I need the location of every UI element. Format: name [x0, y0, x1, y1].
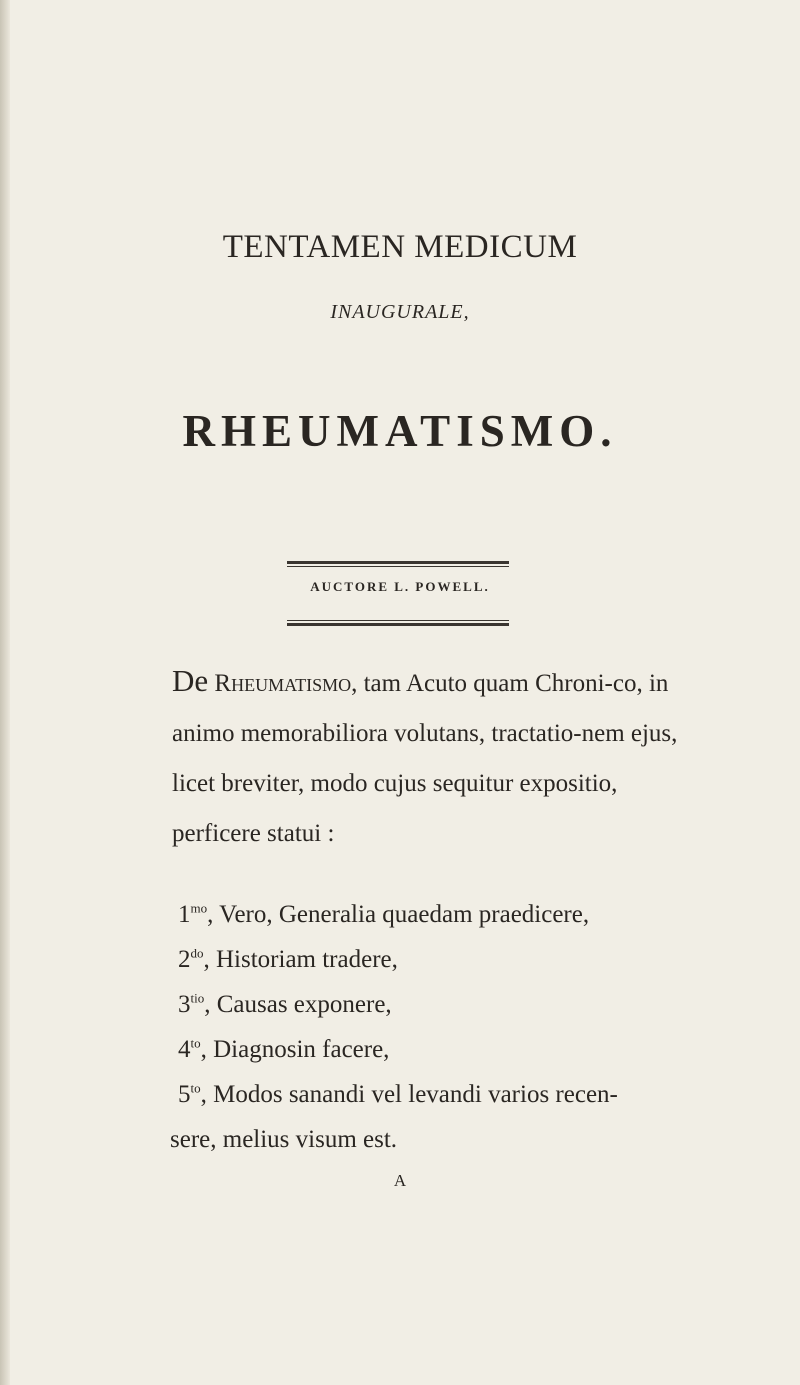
enumerated-list — [170, 892, 718, 1162]
subtitle: INAUGURALE, — [330, 301, 470, 323]
rule-top-thin — [287, 566, 509, 567]
list-item: $2^{do}$, Historiam tradere, — [178, 945, 398, 973]
list-item: $1^{mo}$, Vero, Generalia quaedam praedicere, — [178, 900, 590, 928]
list-continuation: sere, melius visum est. — [170, 1126, 398, 1153]
intro-paragraph — [172, 656, 712, 859]
intro-lead-word: De — [172, 663, 209, 698]
intro-rest: tam Acuto quam Chroni-co, in animo memorabiliora volutans, tractatio-nem ejus, licet breviter, modo cujus sequitur expositio, perficere statui : — [172, 670, 678, 847]
intro-lead-name: Rheumatismo, — [214, 670, 358, 697]
list-item: $5^{to}$, Modos sanandi vel levandi varios recen- — [178, 1080, 618, 1108]
rule-bottom-thick — [287, 623, 509, 626]
main-heading: RHEUMATISMO. — [182, 406, 618, 456]
list-item: $3^{tio}$, Causas exponere, — [178, 990, 392, 1018]
page-title: TENTAMEN MEDICUM — [222, 229, 578, 265]
author-line: AUCTORE L. POWELL. — [310, 579, 490, 594]
list-item: $4^{to}$, Diagnosin facere, — [178, 1035, 390, 1063]
rule-bottom-thin — [287, 620, 509, 621]
rule-top-thick — [287, 561, 509, 564]
signature-mark: A — [393, 1171, 407, 1190]
